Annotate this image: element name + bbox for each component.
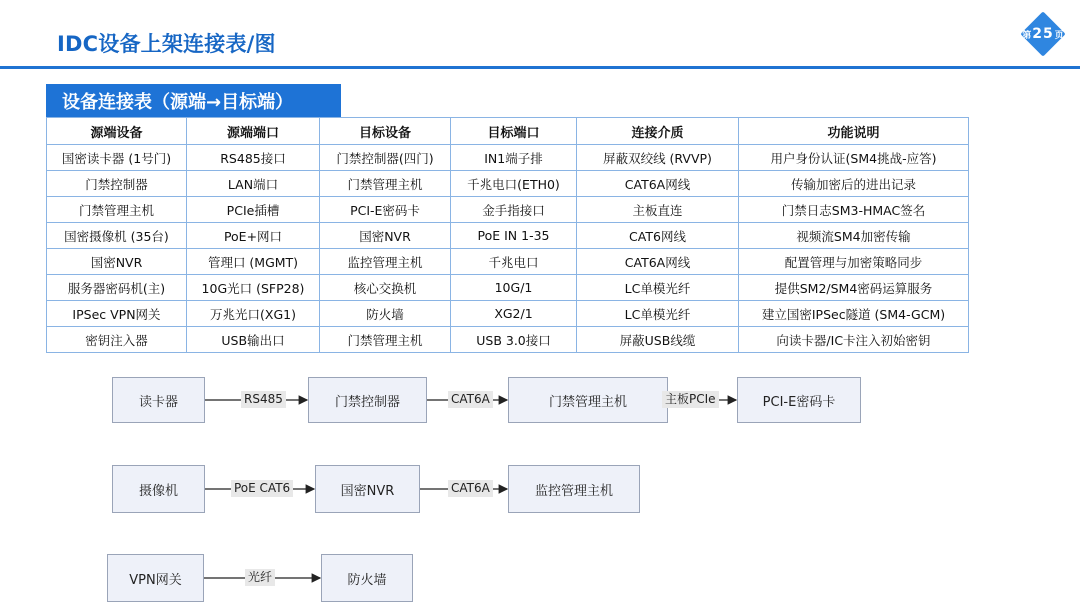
table-cell: 建立国密IPSec隧道 (SM4-GCM) xyxy=(739,301,969,327)
column-header: 源端设备 xyxy=(47,118,187,145)
table-cell: LAN端口 xyxy=(187,171,320,197)
table-cell: CAT6A网线 xyxy=(577,249,739,275)
table-cell: 10G/1 xyxy=(451,275,577,301)
diagram-node: 门禁管理主机 xyxy=(508,377,668,423)
table-cell: RS485接口 xyxy=(187,145,320,171)
table-cell: USB输出口 xyxy=(187,327,320,353)
diagram-node: 国密NVR xyxy=(315,465,420,513)
table-cell: 门禁控制器 xyxy=(47,171,187,197)
table-cell: 门禁管理主机 xyxy=(47,197,187,223)
column-header: 目标端口 xyxy=(451,118,577,145)
diagram-edge-label: 主板PCIe xyxy=(662,391,719,408)
diagram-node: VPN网关 xyxy=(107,554,204,602)
page-number: 25 xyxy=(1032,26,1054,42)
table-cell: PCIe插槽 xyxy=(187,197,320,223)
table-cell: 视频流SM4加密传输 xyxy=(739,223,969,249)
diagram-node: PCI-E密码卡 xyxy=(737,377,861,423)
table-cell: IN1端子排 xyxy=(451,145,577,171)
diagram-edge-label: CAT6A xyxy=(448,480,493,497)
table-cell: 屏蔽双绞线 (RVVP) xyxy=(577,145,739,171)
page-prefix: 第 xyxy=(1022,30,1032,41)
page-suffix: 页 xyxy=(1054,30,1064,41)
table-cell: CAT6网线 xyxy=(577,223,739,249)
diagram-edge-label: CAT6A xyxy=(448,391,493,408)
table-cell: LC单模光纤 xyxy=(577,275,739,301)
table-cell: 核心交换机 xyxy=(320,275,451,301)
diagram-edge-label: RS485 xyxy=(241,391,286,408)
table-cell: 千兆电口 xyxy=(451,249,577,275)
table-cell: 监控管理主机 xyxy=(320,249,451,275)
table-section-title: 设备连接表（源端→目标端） xyxy=(46,84,341,118)
column-header: 目标设备 xyxy=(320,118,451,145)
table-cell: 门禁日志SM3-HMAC签名 xyxy=(739,197,969,223)
table-cell: 服务器密码机(主) xyxy=(47,275,187,301)
table-cell: 配置管理与加密策略同步 xyxy=(739,249,969,275)
diagram-node: 读卡器 xyxy=(112,377,205,423)
column-header: 连接介质 xyxy=(577,118,739,145)
table-cell: PoE IN 1-35 xyxy=(451,223,577,249)
table-cell: 用户身份认证(SM4挑战-应答) xyxy=(739,145,969,171)
diagram-node: 门禁控制器 xyxy=(308,377,427,423)
table-cell: 提供SM2/SM4密码运算服务 xyxy=(739,275,969,301)
table-cell: CAT6A网线 xyxy=(577,171,739,197)
table-cell: 国密NVR xyxy=(320,223,451,249)
table-cell: 门禁控制器(四门) xyxy=(320,145,451,171)
diagram-edge-label: 光纤 xyxy=(245,569,275,586)
table-cell: 门禁管理主机 xyxy=(320,327,451,353)
table-cell: 向读卡器/IC卡注入初始密钥 xyxy=(739,327,969,353)
table-cell: PCI-E密码卡 xyxy=(320,197,451,223)
table-cell: 千兆电口(ETH0) xyxy=(451,171,577,197)
table-cell: 门禁管理主机 xyxy=(320,171,451,197)
diagram-node: 摄像机 xyxy=(112,465,205,513)
table-cell: USB 3.0接口 xyxy=(451,327,577,353)
table-cell: IPSec VPN网关 xyxy=(47,301,187,327)
table-cell: 防火墙 xyxy=(320,301,451,327)
table-cell: LC单模光纤 xyxy=(577,301,739,327)
column-header: 功能说明 xyxy=(739,118,969,145)
diagram-node: 防火墙 xyxy=(321,554,413,602)
table-cell: 金手指接口 xyxy=(451,197,577,223)
table-cell: 国密NVR xyxy=(47,249,187,275)
table-cell: 国密读卡器 (1号门) xyxy=(47,145,187,171)
table-cell: XG2/1 xyxy=(451,301,577,327)
table-cell: 管理口 (MGMT) xyxy=(187,249,320,275)
diagram-node: 监控管理主机 xyxy=(508,465,640,513)
table-cell: 万兆光口(XG1) xyxy=(187,301,320,327)
table-cell: 10G光口 (SFP28) xyxy=(187,275,320,301)
table-cell: 屏蔽USB线缆 xyxy=(577,327,739,353)
table-cell: 国密摄像机 (35台) xyxy=(47,223,187,249)
table-cell: 主板直连 xyxy=(577,197,739,223)
diagram-edge-label: PoE CAT6 xyxy=(231,480,293,497)
slide-title: IDC设备上架连接表/图 xyxy=(57,32,276,56)
table-cell: PoE+网口 xyxy=(187,223,320,249)
table-cell: 传输加密后的进出记录 xyxy=(739,171,969,197)
column-header: 源端端口 xyxy=(187,118,320,145)
table-cell: 密钥注入器 xyxy=(47,327,187,353)
